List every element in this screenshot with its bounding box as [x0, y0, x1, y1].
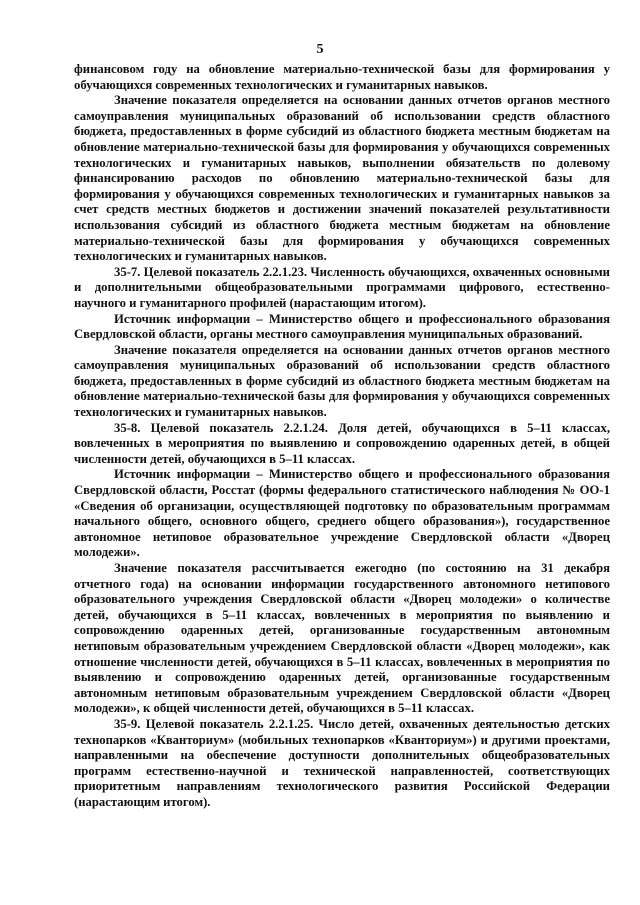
paragraph-source-35-8: Источник информации – Министерство общего и профессионального образования Свердловской области, Росстат (формы федерального статистического наблюдения № ОО-1 «Сведения об организации, осуществляющей подготовку по образовательным программам начального общего, основного общего, среднего общего образования»), государственное автономное нетиповое образовательное учреждение Свердловской области «Дворец молодежи».: [74, 467, 610, 560]
document-body: [74, 62, 610, 811]
paragraph-calculation-35-8: Значение показателя рассчитывается ежегодно (по состоянию на 31 декабря отчетного года) на основании информации государственного автономного нетипового образовательного учреждения Свердловской области «Дворец молодежи» о количестве детей, обучающихся в 5–11 классах, вовлеченных в мероприятия по выявлению и сопровождению одаренных детей, организованные государственным автономным нетиповым образовательным учреждением Свердловской области «Дворец молодежи», как отношение численности детей, обучающихся в 5–11 классах, вовлеченных в мероприятия по выявлению и сопровождению одаренных детей, организованные государственным автономным нетиповым образовательным учреждением Свердловской области «Дворец молодежи», к общей численности детей, обучающихся в 5–11 классах.: [74, 561, 610, 716]
paragraph-calculation-35-7: Значение показателя определяется на основании данных отчетов органов местного самоуправления муниципальных образований об использовании средств областного бюджета, предоставленных в форме субсидий из областного бюджета местным бюджетам на обновление материально-технической базы для формирования у обучающихся современных технологических и гуманитарных навыков.: [74, 342, 610, 420]
paragraph-continuation: финансовом году на обновление материально-технической базы для формирования у обучающихся современных технологических и гуманитарных навыков.: [74, 62, 610, 92]
paragraph-indicator-35-9: 35-9. Целевой показатель 2.2.1.25. Число детей, охваченных деятельностью детских технопарков «Кванториум» (мобильных технопарков «Кванториум») и другими проектами, направленными на обеспечение доступности дополнительных общеобразовательных программ естественно-научной и технической направленностей, соответствующих приоритетным направлениям технологического развития Российской Федерации (нарастающим итогом).: [74, 716, 610, 809]
paragraph-indicator-35-7: 35-7. Целевой показатель 2.2.1.23. Численность обучающихся, охваченных основными и дополнительными общеобразовательными программами цифрового, естественно-научного и гуманитарного профилей (нарастающим итогом).: [74, 264, 610, 310]
page-number: 5: [316, 42, 324, 57]
paragraph-indicator-calculation: Значение показателя определяется на основании данных отчетов органов местного самоуправления муниципальных образований об использовании средств областного бюджета, предоставленных в форме субсидий из областного бюджета местным бюджетам на обновление материально-технической базы для формирования у обучающихся современных технологических и гуманитарных навыков, выполнении обязательств по долевому финансированию расходов по обновлению материально-технической базы для формирования у обучающихся современных технологических и гуманитарных навыков за счет средств местных бюджетов и достижении значений показателей результативности использования субсидий из областного бюджета местным бюджетам на обновление материально-технической базы для формирования у обучающихся современных технологических и гуманитарных навыков.: [74, 93, 610, 264]
paragraph-indicator-35-8: 35-8. Целевой показатель 2.2.1.24. Доля детей, обучающихся в 5–11 классах, вовлеченных в мероприятия по выявлению и сопровождению одаренных детей, в общей численности детей, обучающихся в 5–11 классах.: [74, 420, 610, 466]
paragraph-source-35-7: Источник информации – Министерство общего и профессионального образования Свердловской области, органы местного самоуправления муниципальных образований.: [74, 311, 610, 342]
